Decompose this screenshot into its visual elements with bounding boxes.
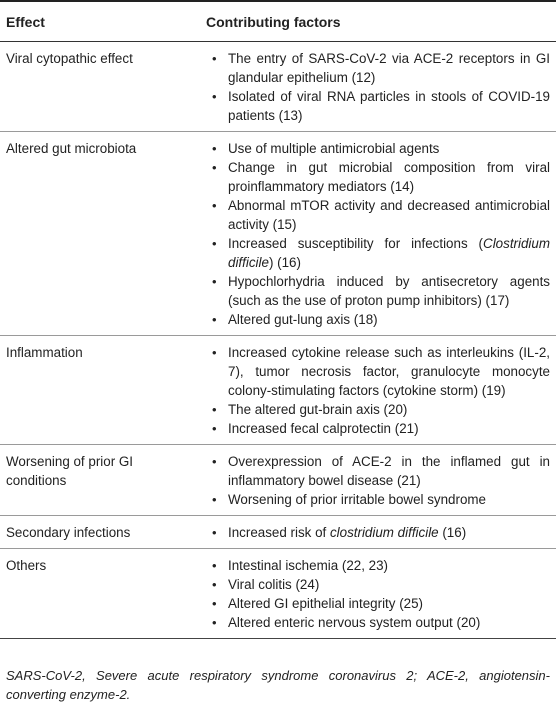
header-effect: Effect (0, 1, 200, 42)
factors-list (206, 343, 550, 438)
factor-item (228, 49, 550, 87)
factors-list (206, 49, 550, 125)
factor-text: The altered gut-brain axis (20) (228, 402, 408, 417)
factors-cell (200, 445, 556, 516)
table-row (0, 132, 556, 336)
factor-text: Increased susceptibility for infections ( (228, 236, 484, 251)
factor-item (228, 343, 550, 400)
effect-cell: Viral cytopathic effect (6, 51, 133, 66)
effect-cell: Others (6, 558, 47, 573)
factor-text: Worsening of prior irritable bowel syndrome (228, 492, 487, 507)
factors-cell (200, 132, 556, 336)
factor-item (228, 272, 550, 310)
effect-cell: Inflammation (6, 345, 83, 360)
factor-item (228, 139, 550, 158)
factor-text: ) (16) (268, 255, 301, 270)
factors-cell (200, 42, 556, 132)
factor-italic-text: clostridium difficile (329, 525, 439, 540)
factor-item (228, 594, 550, 613)
factor-item (228, 158, 550, 196)
factors-cell (200, 549, 556, 639)
factor-item (228, 87, 550, 125)
factor-text: Altered enteric nervous system output (20) (228, 615, 481, 630)
factor-text: Altered GI epithelial integrity (25) (228, 596, 424, 611)
factors-list (206, 139, 550, 329)
table-row (0, 516, 556, 549)
table-header (0, 1, 556, 42)
factor-item (228, 234, 550, 272)
header-row (0, 1, 556, 42)
factor-text: The entry of SARS-CoV-2 via ACE-2 receptors in GI glandular epithelium (12) (228, 51, 550, 85)
factor-item (228, 523, 550, 542)
factor-text: Use of multiple antimicrobial agents (228, 141, 440, 156)
factor-text: (16) (438, 525, 467, 540)
factors-list (206, 523, 550, 542)
factor-italic-text: Clostridium difficile (228, 236, 550, 270)
factors-cell (200, 336, 556, 445)
factors-cell (200, 516, 556, 549)
factor-item (228, 310, 550, 329)
factor-item (228, 196, 550, 234)
factor-text: Increased risk of (228, 525, 330, 540)
factor-item (228, 400, 550, 419)
table-row (0, 336, 556, 445)
header-contributing-factors: Contributing factors (200, 1, 556, 42)
factor-item (228, 556, 550, 575)
factor-item (228, 419, 550, 438)
factor-item (228, 490, 550, 509)
table-row (0, 445, 556, 516)
factor-item (228, 575, 550, 594)
table-row (0, 42, 556, 132)
factor-text: Isolated of viral RNA particles in stools of COVID-19 patients (13) (228, 89, 550, 123)
table-footnote: SARS-CoV-2, Severe acute respiratory syndrome coronavirus 2; ACE-2, angiotensin-converting enzyme-2. (6, 668, 550, 702)
factor-text: Viral colitis (24) (228, 577, 320, 592)
table-body (0, 42, 556, 639)
effect-cell: Secondary infections (6, 525, 131, 540)
factor-text: Intestinal ischemia (22, 23) (228, 558, 389, 573)
factors-list (206, 556, 550, 632)
factor-text: Change in gut microbial composition from viral proinflammatory mediators (14) (228, 160, 550, 194)
effect-cell: Altered gut microbiota (6, 141, 137, 156)
effect-cell: Worsening of prior GI conditions (6, 454, 134, 488)
factor-text: Overexpression of ACE-2 in the inflamed gut in inflammatory bowel disease (21) (228, 454, 550, 488)
factor-item (228, 452, 550, 490)
factor-text: Increased cytokine release such as interleukins (IL-2, 7), tumor necrosis factor, granulocyte monocyte colony-stimulating factors (cytokine storm) (19) (228, 345, 550, 398)
factor-text: Abnormal mTOR activity and decreased antimicrobial activity (15) (228, 198, 550, 232)
factor-text: Hypochlorhydria induced by antisecretory agents (such as the use of proton pump inhibitors) (17) (228, 274, 550, 308)
factor-item (228, 613, 550, 632)
factor-text: Altered gut-lung axis (18) (228, 312, 378, 327)
table-row (0, 549, 556, 639)
factors-list (206, 452, 550, 509)
factor-text: Increased fecal calprotectin (21) (228, 421, 419, 436)
